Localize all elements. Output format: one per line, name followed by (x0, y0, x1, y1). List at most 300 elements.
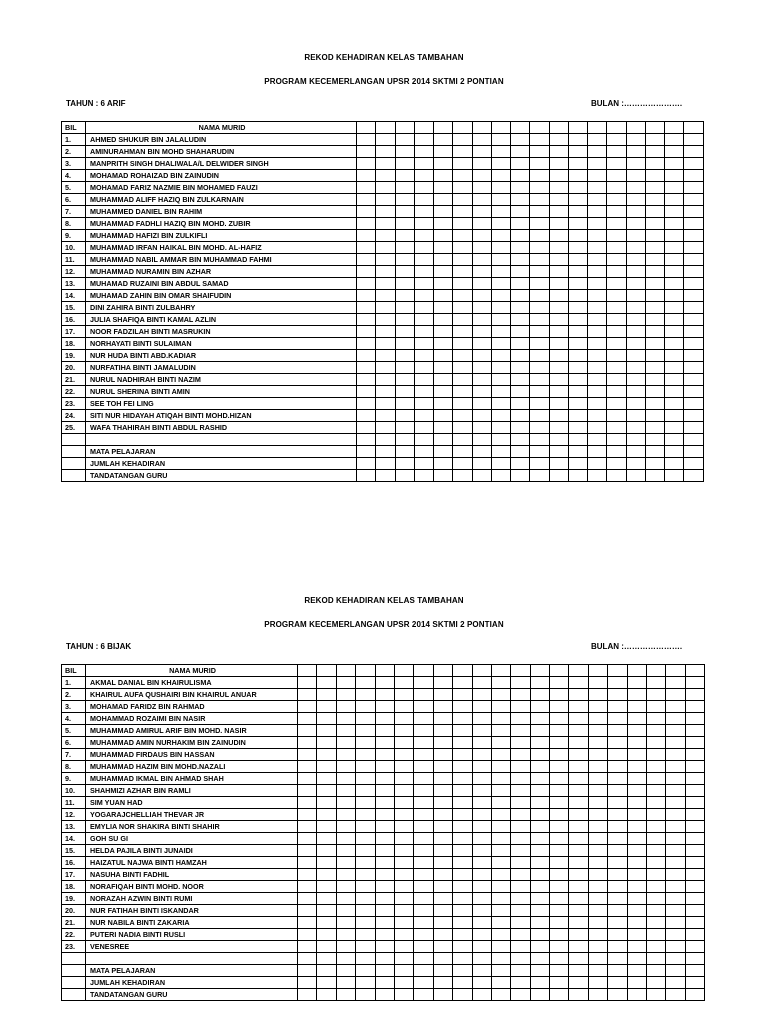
attendance-cell[interactable] (491, 725, 510, 737)
attendance-cell[interactable] (472, 182, 491, 194)
attendance-cell[interactable] (491, 941, 510, 953)
attendance-cell[interactable] (607, 434, 626, 446)
attendance-cell[interactable] (511, 749, 530, 761)
attendance-cell[interactable] (356, 797, 375, 809)
attendance-cell[interactable] (453, 182, 472, 194)
attendance-cell[interactable] (395, 278, 414, 290)
attendance-cell[interactable] (472, 761, 491, 773)
attendance-cell[interactable] (665, 194, 684, 206)
attendance-cell[interactable] (568, 290, 587, 302)
attendance-cell[interactable] (684, 194, 703, 206)
attendance-cell[interactable] (666, 905, 685, 917)
attendance-cell[interactable] (453, 266, 472, 278)
attendance-cell[interactable] (568, 278, 587, 290)
attendance-cell[interactable] (647, 797, 666, 809)
attendance-cell[interactable] (414, 797, 433, 809)
attendance-cell[interactable] (666, 953, 685, 965)
attendance-cell[interactable] (588, 134, 607, 146)
attendance-cell[interactable] (414, 725, 433, 737)
attendance-cell[interactable] (608, 845, 627, 857)
attendance-cell[interactable] (375, 929, 394, 941)
attendance-cell[interactable] (665, 326, 684, 338)
attendance-cell[interactable] (491, 881, 510, 893)
attendance-cell[interactable] (550, 665, 569, 677)
attendance-cell[interactable] (434, 457, 453, 469)
attendance-cell[interactable] (375, 833, 394, 845)
attendance-cell[interactable] (414, 314, 433, 326)
attendance-cell[interactable] (588, 725, 607, 737)
attendance-cell[interactable] (647, 677, 666, 689)
attendance-cell[interactable] (626, 398, 645, 410)
attendance-cell[interactable] (453, 737, 472, 749)
attendance-cell[interactable] (356, 976, 375, 988)
attendance-cell[interactable] (375, 964, 394, 976)
attendance-cell[interactable] (491, 457, 510, 469)
attendance-cell[interactable] (414, 326, 433, 338)
attendance-cell[interactable] (491, 182, 510, 194)
attendance-cell[interactable] (356, 689, 375, 701)
attendance-cell[interactable] (395, 194, 414, 206)
attendance-cell[interactable] (511, 773, 530, 785)
attendance-cell[interactable] (414, 254, 433, 266)
attendance-cell[interactable] (317, 833, 336, 845)
attendance-cell[interactable] (376, 242, 395, 254)
attendance-cell[interactable] (376, 182, 395, 194)
attendance-cell[interactable] (317, 665, 336, 677)
attendance-cell[interactable] (336, 833, 355, 845)
attendance-cell[interactable] (434, 230, 453, 242)
attendance-cell[interactable] (434, 278, 453, 290)
attendance-cell[interactable] (684, 170, 703, 182)
attendance-cell[interactable] (317, 797, 336, 809)
attendance-cell[interactable] (395, 290, 414, 302)
attendance-cell[interactable] (511, 374, 530, 386)
attendance-cell[interactable] (608, 905, 627, 917)
attendance-cell[interactable] (491, 869, 510, 881)
attendance-cell[interactable] (472, 713, 491, 725)
attendance-cell[interactable] (607, 170, 626, 182)
attendance-cell[interactable] (433, 881, 452, 893)
attendance-cell[interactable] (414, 677, 433, 689)
attendance-cell[interactable] (549, 194, 568, 206)
attendance-cell[interactable] (453, 988, 472, 1000)
attendance-cell[interactable] (491, 445, 510, 457)
attendance-cell[interactable] (453, 457, 472, 469)
attendance-cell[interactable] (608, 797, 627, 809)
attendance-cell[interactable] (588, 290, 607, 302)
attendance-cell[interactable] (395, 350, 414, 362)
attendance-cell[interactable] (376, 134, 395, 146)
attendance-cell[interactable] (627, 725, 646, 737)
attendance-cell[interactable] (588, 917, 607, 929)
attendance-cell[interactable] (434, 206, 453, 218)
attendance-cell[interactable] (433, 701, 452, 713)
attendance-cell[interactable] (491, 350, 510, 362)
attendance-cell[interactable] (666, 976, 685, 988)
attendance-cell[interactable] (530, 665, 549, 677)
attendance-cell[interactable] (647, 821, 666, 833)
attendance-cell[interactable] (684, 134, 703, 146)
attendance-cell[interactable] (394, 821, 413, 833)
attendance-cell[interactable] (666, 869, 685, 881)
attendance-cell[interactable] (588, 988, 607, 1000)
attendance-cell[interactable] (549, 326, 568, 338)
attendance-cell[interactable] (434, 254, 453, 266)
attendance-cell[interactable] (550, 917, 569, 929)
attendance-cell[interactable] (608, 773, 627, 785)
attendance-cell[interactable] (356, 988, 375, 1000)
attendance-cell[interactable] (453, 689, 472, 701)
attendance-cell[interactable] (627, 761, 646, 773)
attendance-cell[interactable] (568, 338, 587, 350)
attendance-cell[interactable] (491, 278, 510, 290)
attendance-cell[interactable] (607, 122, 626, 134)
attendance-cell[interactable] (569, 821, 588, 833)
attendance-cell[interactable] (357, 230, 376, 242)
attendance-cell[interactable] (569, 665, 588, 677)
attendance-cell[interactable] (472, 326, 491, 338)
attendance-cell[interactable] (491, 701, 510, 713)
attendance-cell[interactable] (453, 881, 472, 893)
attendance-cell[interactable] (357, 242, 376, 254)
attendance-cell[interactable] (356, 809, 375, 821)
attendance-cell[interactable] (414, 845, 433, 857)
attendance-cell[interactable] (588, 350, 607, 362)
attendance-cell[interactable] (491, 362, 510, 374)
attendance-cell[interactable] (530, 881, 549, 893)
attendance-cell[interactable] (665, 398, 684, 410)
attendance-cell[interactable] (530, 785, 549, 797)
attendance-cell[interactable] (395, 374, 414, 386)
attendance-cell[interactable] (414, 374, 433, 386)
attendance-cell[interactable] (530, 170, 549, 182)
attendance-cell[interactable] (645, 374, 664, 386)
attendance-cell[interactable] (530, 941, 549, 953)
attendance-cell[interactable] (647, 976, 666, 988)
attendance-cell[interactable] (530, 122, 549, 134)
attendance-cell[interactable] (666, 988, 685, 1000)
attendance-cell[interactable] (414, 206, 433, 218)
attendance-cell[interactable] (511, 917, 530, 929)
attendance-cell[interactable] (550, 941, 569, 953)
attendance-cell[interactable] (453, 953, 472, 965)
attendance-cell[interactable] (453, 134, 472, 146)
attendance-cell[interactable] (627, 953, 646, 965)
attendance-cell[interactable] (336, 929, 355, 941)
attendance-cell[interactable] (414, 362, 433, 374)
attendance-cell[interactable] (472, 338, 491, 350)
attendance-cell[interactable] (453, 857, 472, 869)
attendance-cell[interactable] (433, 713, 452, 725)
attendance-cell[interactable] (666, 665, 685, 677)
attendance-cell[interactable] (434, 350, 453, 362)
attendance-cell[interactable] (588, 254, 607, 266)
attendance-cell[interactable] (588, 749, 607, 761)
attendance-cell[interactable] (395, 469, 414, 481)
attendance-cell[interactable] (394, 941, 413, 953)
attendance-cell[interactable] (550, 701, 569, 713)
attendance-cell[interactable] (433, 749, 452, 761)
attendance-cell[interactable] (472, 278, 491, 290)
attendance-cell[interactable] (453, 749, 472, 761)
attendance-cell[interactable] (472, 158, 491, 170)
attendance-cell[interactable] (665, 445, 684, 457)
attendance-cell[interactable] (549, 374, 568, 386)
attendance-cell[interactable] (550, 833, 569, 845)
attendance-cell[interactable] (375, 725, 394, 737)
attendance-cell[interactable] (336, 893, 355, 905)
attendance-cell[interactable] (665, 386, 684, 398)
attendance-cell[interactable] (530, 386, 549, 398)
attendance-cell[interactable] (357, 457, 376, 469)
attendance-cell[interactable] (550, 953, 569, 965)
attendance-cell[interactable] (433, 917, 452, 929)
attendance-cell[interactable] (375, 713, 394, 725)
attendance-cell[interactable] (530, 146, 549, 158)
attendance-cell[interactable] (627, 869, 646, 881)
attendance-cell[interactable] (588, 701, 607, 713)
attendance-cell[interactable] (414, 134, 433, 146)
attendance-cell[interactable] (414, 302, 433, 314)
attendance-cell[interactable] (685, 953, 704, 965)
attendance-cell[interactable] (375, 665, 394, 677)
attendance-cell[interactable] (627, 773, 646, 785)
attendance-cell[interactable] (645, 206, 664, 218)
attendance-cell[interactable] (588, 266, 607, 278)
attendance-cell[interactable] (607, 350, 626, 362)
attendance-cell[interactable] (608, 964, 627, 976)
attendance-cell[interactable] (685, 677, 704, 689)
attendance-cell[interactable] (627, 677, 646, 689)
attendance-cell[interactable] (317, 809, 336, 821)
attendance-cell[interactable] (666, 785, 685, 797)
attendance-cell[interactable] (511, 338, 530, 350)
attendance-cell[interactable] (666, 773, 685, 785)
attendance-cell[interactable] (491, 773, 510, 785)
attendance-cell[interactable] (472, 785, 491, 797)
attendance-cell[interactable] (298, 725, 317, 737)
attendance-cell[interactable] (511, 881, 530, 893)
attendance-cell[interactable] (549, 254, 568, 266)
attendance-cell[interactable] (298, 953, 317, 965)
attendance-cell[interactable] (684, 122, 703, 134)
attendance-cell[interactable] (414, 469, 433, 481)
attendance-cell[interactable] (414, 182, 433, 194)
attendance-cell[interactable] (414, 665, 433, 677)
attendance-cell[interactable] (317, 964, 336, 976)
attendance-cell[interactable] (298, 857, 317, 869)
attendance-cell[interactable] (511, 953, 530, 965)
attendance-cell[interactable] (356, 893, 375, 905)
attendance-cell[interactable] (491, 170, 510, 182)
attendance-cell[interactable] (569, 797, 588, 809)
attendance-cell[interactable] (568, 350, 587, 362)
attendance-cell[interactable] (607, 218, 626, 230)
attendance-cell[interactable] (568, 170, 587, 182)
attendance-cell[interactable] (357, 122, 376, 134)
attendance-cell[interactable] (549, 338, 568, 350)
attendance-cell[interactable] (414, 869, 433, 881)
attendance-cell[interactable] (645, 314, 664, 326)
attendance-cell[interactable] (684, 254, 703, 266)
attendance-cell[interactable] (549, 290, 568, 302)
attendance-cell[interactable] (530, 422, 549, 434)
attendance-cell[interactable] (665, 218, 684, 230)
attendance-cell[interactable] (645, 302, 664, 314)
attendance-cell[interactable] (627, 988, 646, 1000)
attendance-cell[interactable] (645, 422, 664, 434)
attendance-cell[interactable] (395, 266, 414, 278)
attendance-cell[interactable] (511, 469, 530, 481)
attendance-cell[interactable] (433, 797, 452, 809)
attendance-cell[interactable] (530, 206, 549, 218)
attendance-cell[interactable] (645, 218, 664, 230)
attendance-cell[interactable] (298, 749, 317, 761)
attendance-cell[interactable] (298, 905, 317, 917)
attendance-cell[interactable] (395, 410, 414, 422)
attendance-cell[interactable] (684, 302, 703, 314)
attendance-cell[interactable] (530, 182, 549, 194)
attendance-cell[interactable] (666, 917, 685, 929)
attendance-cell[interactable] (550, 869, 569, 881)
attendance-cell[interactable] (685, 905, 704, 917)
attendance-cell[interactable] (336, 689, 355, 701)
attendance-cell[interactable] (569, 988, 588, 1000)
attendance-cell[interactable] (626, 158, 645, 170)
attendance-cell[interactable] (684, 326, 703, 338)
attendance-cell[interactable] (395, 422, 414, 434)
attendance-cell[interactable] (569, 976, 588, 988)
attendance-cell[interactable] (568, 194, 587, 206)
attendance-cell[interactable] (356, 713, 375, 725)
attendance-cell[interactable] (298, 964, 317, 976)
attendance-cell[interactable] (511, 158, 530, 170)
attendance-cell[interactable] (645, 457, 664, 469)
attendance-cell[interactable] (491, 749, 510, 761)
attendance-cell[interactable] (685, 761, 704, 773)
attendance-cell[interactable] (511, 725, 530, 737)
attendance-cell[interactable] (376, 122, 395, 134)
attendance-cell[interactable] (472, 953, 491, 965)
attendance-cell[interactable] (414, 194, 433, 206)
attendance-cell[interactable] (511, 410, 530, 422)
attendance-cell[interactable] (588, 845, 607, 857)
attendance-cell[interactable] (684, 398, 703, 410)
attendance-cell[interactable] (375, 941, 394, 953)
attendance-cell[interactable] (549, 398, 568, 410)
attendance-cell[interactable] (549, 445, 568, 457)
attendance-cell[interactable] (588, 206, 607, 218)
attendance-cell[interactable] (317, 761, 336, 773)
attendance-cell[interactable] (414, 881, 433, 893)
attendance-cell[interactable] (684, 362, 703, 374)
attendance-cell[interactable] (453, 410, 472, 422)
attendance-cell[interactable] (394, 761, 413, 773)
attendance-cell[interactable] (588, 302, 607, 314)
attendance-cell[interactable] (414, 230, 433, 242)
attendance-cell[interactable] (453, 434, 472, 446)
attendance-cell[interactable] (588, 422, 607, 434)
attendance-cell[interactable] (511, 278, 530, 290)
attendance-cell[interactable] (665, 230, 684, 242)
attendance-cell[interactable] (626, 230, 645, 242)
attendance-cell[interactable] (336, 773, 355, 785)
attendance-cell[interactable] (472, 737, 491, 749)
attendance-cell[interactable] (472, 422, 491, 434)
attendance-cell[interactable] (588, 929, 607, 941)
attendance-cell[interactable] (453, 773, 472, 785)
attendance-cell[interactable] (568, 218, 587, 230)
attendance-cell[interactable] (356, 917, 375, 929)
attendance-cell[interactable] (647, 761, 666, 773)
attendance-cell[interactable] (685, 749, 704, 761)
attendance-cell[interactable] (357, 146, 376, 158)
attendance-cell[interactable] (414, 976, 433, 988)
attendance-cell[interactable] (433, 988, 452, 1000)
attendance-cell[interactable] (608, 976, 627, 988)
attendance-cell[interactable] (511, 242, 530, 254)
attendance-cell[interactable] (647, 749, 666, 761)
attendance-cell[interactable] (530, 242, 549, 254)
attendance-cell[interactable] (453, 445, 472, 457)
attendance-cell[interactable] (472, 254, 491, 266)
attendance-cell[interactable] (434, 194, 453, 206)
attendance-cell[interactable] (511, 182, 530, 194)
attendance-cell[interactable] (626, 469, 645, 481)
attendance-cell[interactable] (336, 857, 355, 869)
attendance-cell[interactable] (491, 134, 510, 146)
attendance-cell[interactable] (472, 821, 491, 833)
attendance-cell[interactable] (588, 893, 607, 905)
attendance-cell[interactable] (685, 917, 704, 929)
attendance-cell[interactable] (568, 254, 587, 266)
attendance-cell[interactable] (626, 170, 645, 182)
attendance-cell[interactable] (453, 362, 472, 374)
attendance-cell[interactable] (453, 713, 472, 725)
attendance-cell[interactable] (453, 194, 472, 206)
attendance-cell[interactable] (491, 230, 510, 242)
attendance-cell[interactable] (627, 749, 646, 761)
attendance-cell[interactable] (394, 689, 413, 701)
attendance-cell[interactable] (627, 929, 646, 941)
attendance-cell[interactable] (317, 917, 336, 929)
attendance-cell[interactable] (588, 445, 607, 457)
attendance-cell[interactable] (568, 374, 587, 386)
attendance-cell[interactable] (684, 445, 703, 457)
attendance-cell[interactable] (607, 134, 626, 146)
attendance-cell[interactable] (607, 278, 626, 290)
attendance-cell[interactable] (549, 410, 568, 422)
attendance-cell[interactable] (608, 677, 627, 689)
attendance-cell[interactable] (394, 665, 413, 677)
attendance-cell[interactable] (626, 362, 645, 374)
attendance-cell[interactable] (568, 182, 587, 194)
attendance-cell[interactable] (685, 725, 704, 737)
attendance-cell[interactable] (453, 665, 472, 677)
attendance-cell[interactable] (549, 122, 568, 134)
attendance-cell[interactable] (685, 988, 704, 1000)
attendance-cell[interactable] (627, 917, 646, 929)
attendance-cell[interactable] (298, 833, 317, 845)
attendance-cell[interactable] (569, 917, 588, 929)
attendance-cell[interactable] (647, 665, 666, 677)
attendance-cell[interactable] (317, 953, 336, 965)
attendance-cell[interactable] (530, 713, 549, 725)
attendance-cell[interactable] (569, 869, 588, 881)
attendance-cell[interactable] (472, 833, 491, 845)
attendance-cell[interactable] (395, 170, 414, 182)
attendance-cell[interactable] (376, 457, 395, 469)
